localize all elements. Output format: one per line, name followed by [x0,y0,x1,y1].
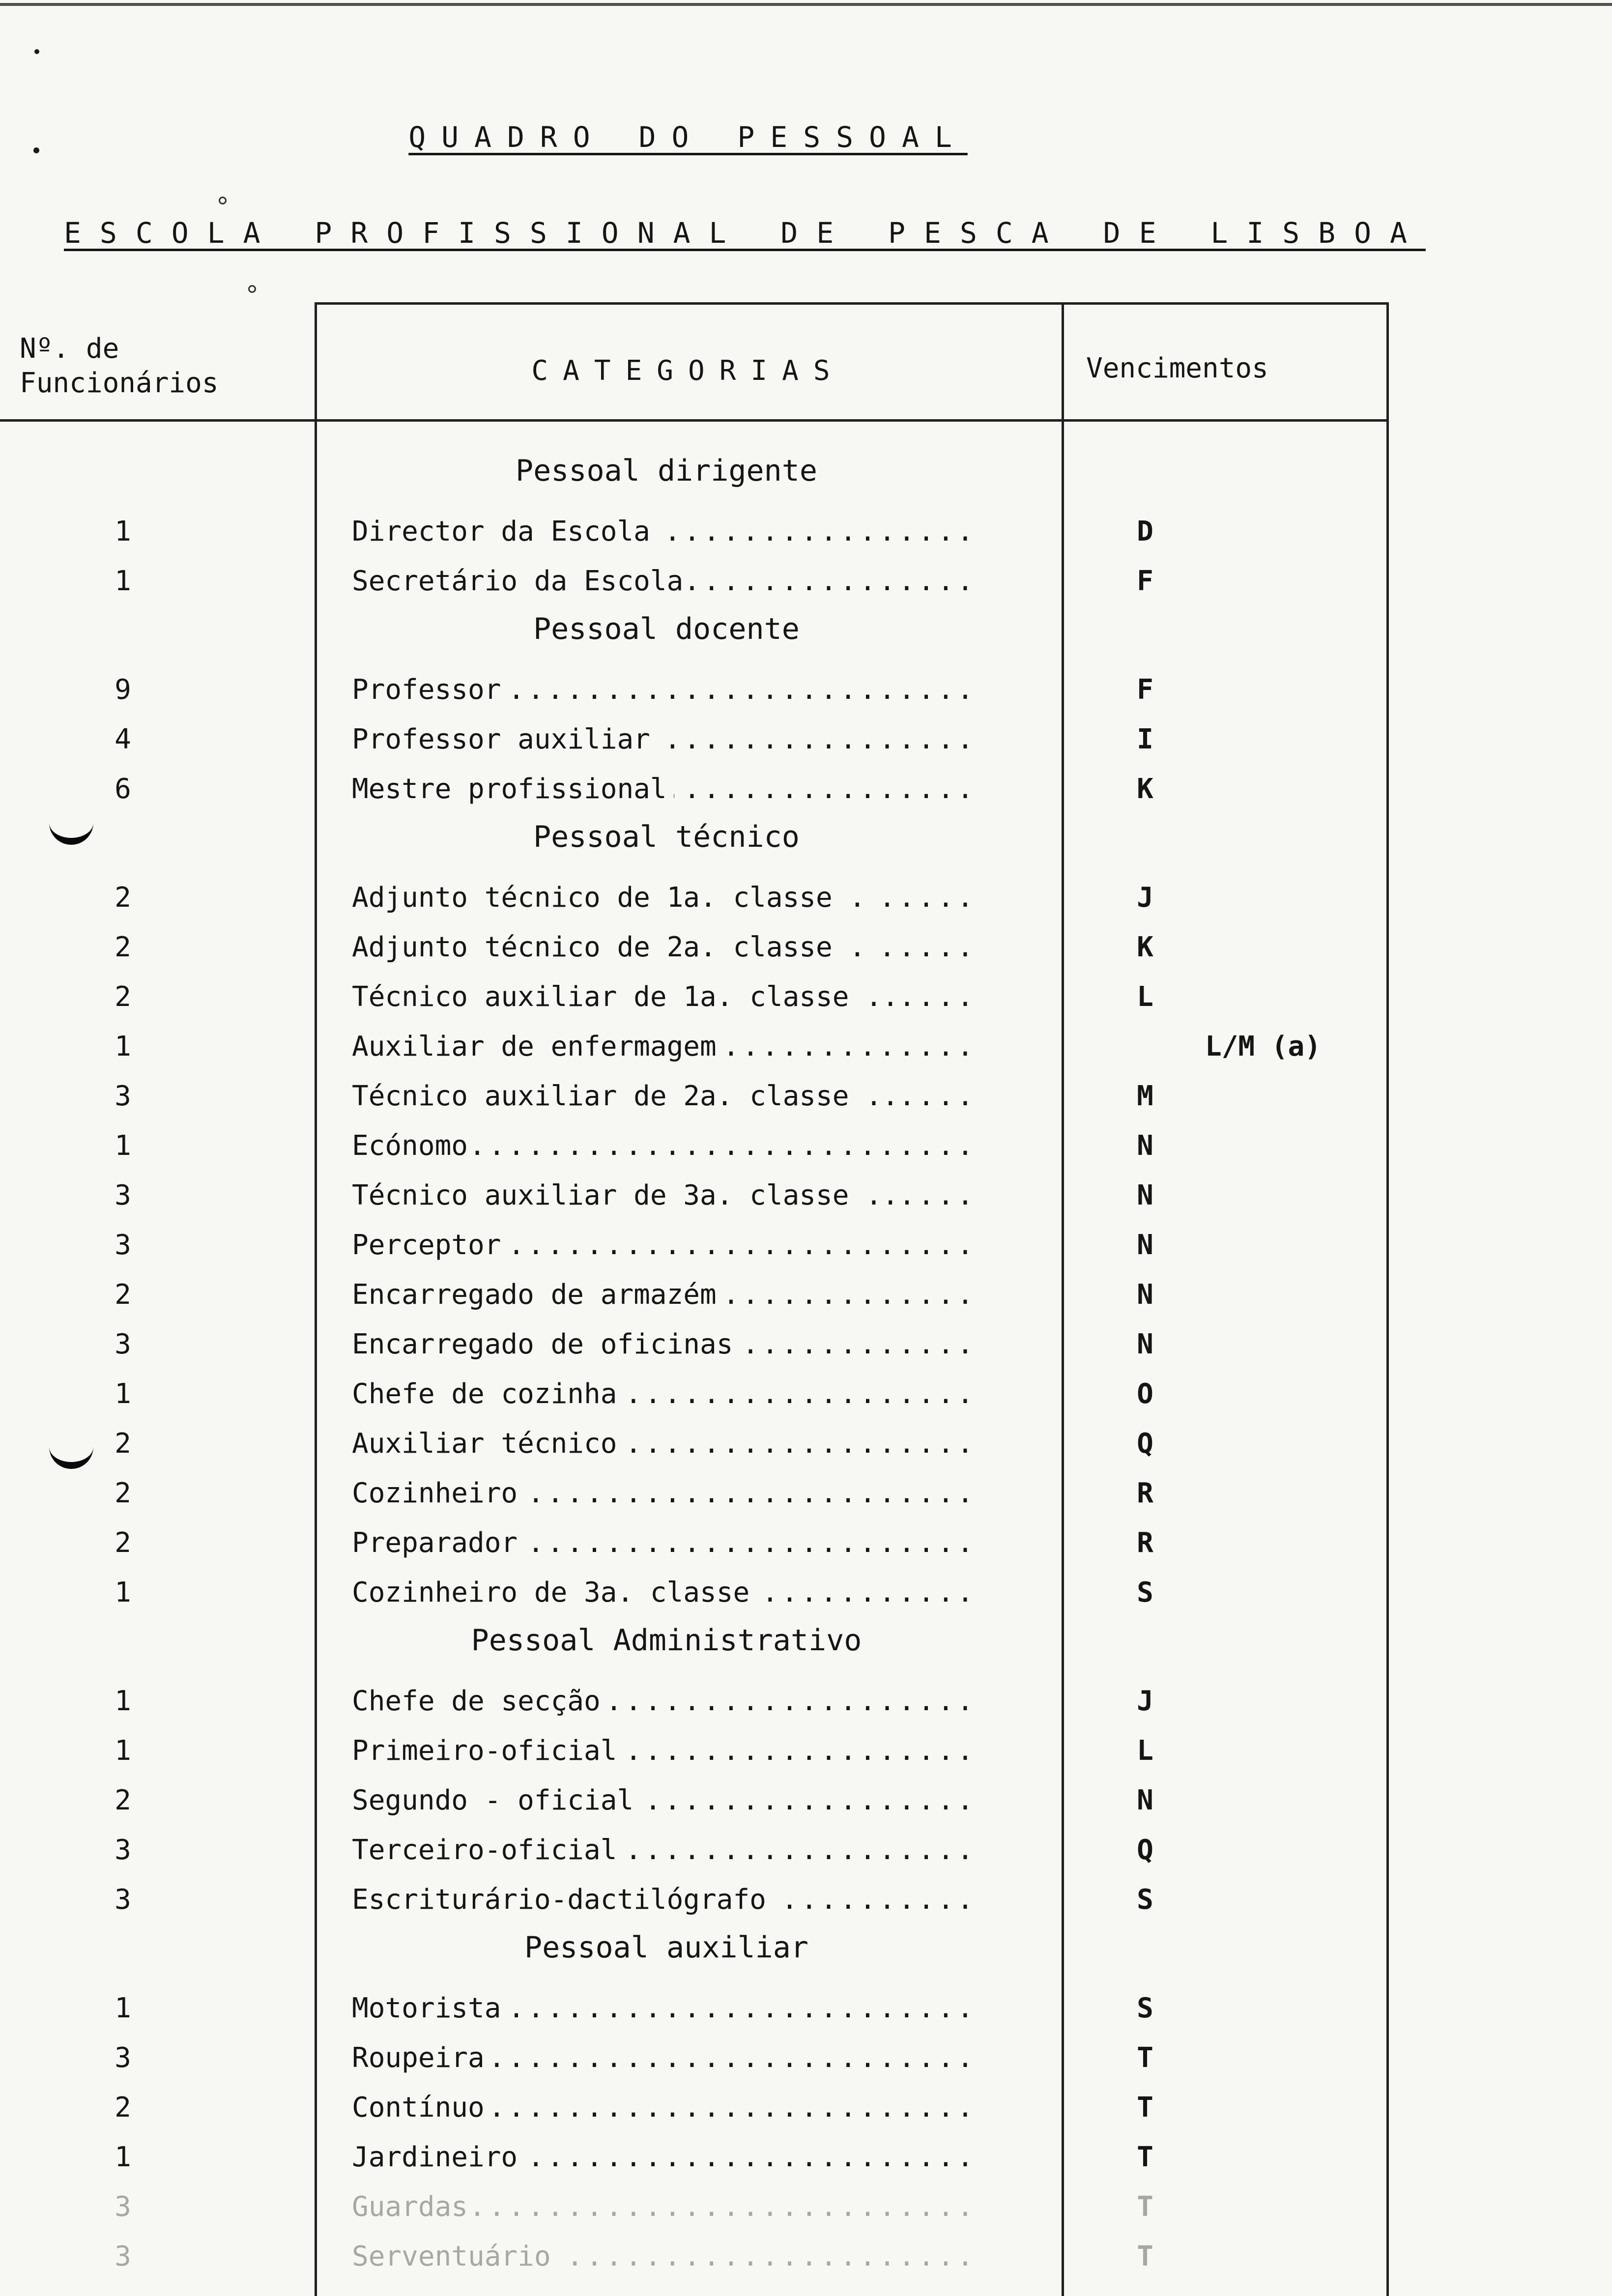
salary-grade: S [1137,1884,1153,1916]
category-label: Cozinheiro de 3a. classe [352,1577,756,1608]
table-row [0,1321,1389,1371]
table-row [0,2184,1389,2233]
category-label: Chefe de secção [352,1685,607,1717]
category-label: Professor [352,674,508,706]
document-title: QUADRO DO PESSOAL [408,120,968,154]
category-name [352,1784,981,1816]
salary-grade: N [1137,1179,1153,1211]
salary-grade: R [1137,1477,1153,1509]
salary-grade: T [1137,2042,1153,2074]
salary-grade: N [1137,1130,1153,1162]
staff-count: 1 [115,1031,131,1062]
table-row [0,1123,1389,1172]
table-row [0,2085,1389,2134]
salary-grade: F [1137,674,1153,706]
category-name [352,1130,981,1162]
category-label: Encarregado de oficinas [352,1328,740,1360]
speck [219,197,227,204]
category-label: Técnico auxiliar de 1a. classe ... [352,981,922,1013]
staff-count: 2 [115,882,131,914]
salary-grade: N [1137,1279,1153,1311]
category-name [352,1477,981,1509]
salary-grade: J [1137,882,1153,914]
staff-count: 3 [115,1328,131,1360]
category-label: Jardineiro [352,2141,524,2173]
table-row [0,1678,1389,1727]
category-label: Segundo - oficial [352,1784,640,1816]
category-name [352,981,981,1013]
section-heading: Pessoal Administrativo [471,1623,862,1658]
category-label: Mestre profissional [352,773,674,805]
section-heading: Pessoal auxiliar [524,1930,808,1965]
salary-grade: S [1137,1577,1153,1608]
category-label: Adjunto técnico de 2a. classe . [352,931,872,963]
table-row [0,2035,1389,2084]
category-name [352,1834,981,1866]
table-row [0,1570,1389,1619]
salary-grade: M [1137,1080,1153,1112]
category-name [352,1229,981,1261]
section-heading: Pessoal dirigente [515,454,818,488]
staff-count: 2 [115,1784,131,1816]
category-name [352,2092,981,2124]
table-row [0,766,1389,815]
table-row [0,2234,1389,2283]
speck [33,147,39,153]
salary-grade: T [1137,2141,1153,2173]
section-row [0,1926,1389,1976]
category-label: Secretário da Escola [352,565,690,597]
section-heading: Pessoal técnico [533,820,800,854]
top-edge-line [0,3,1612,6]
category-name [352,1179,981,1211]
staff-count: 3 [115,2191,131,2223]
staff-count: 2 [115,1279,131,1311]
staff-count: 3 [115,2042,131,2074]
staff-count: 3 [115,1884,131,1916]
salary-grade: N [1137,1328,1153,1360]
table-row [0,1877,1389,1926]
category-label: Perceptor [352,1229,508,1261]
table-row [0,667,1389,716]
category-name [352,1080,981,1112]
category-name [352,1577,981,1608]
table-row [0,924,1389,974]
category-label: Professor auxiliar [352,723,657,755]
category-label: Encarregado de armazém [352,1279,723,1311]
staff-count: 2 [115,1428,131,1460]
salary-grade: Q [1137,1834,1153,1866]
category-name [352,565,981,597]
category-label: Terceiro-oficial [352,1834,624,1866]
category-name [352,1685,981,1717]
category-name [352,1884,981,1916]
section-row [0,450,1389,499]
category-name [352,2191,981,2223]
category-label: Serventuário [352,2240,558,2272]
category-name [352,1428,981,1460]
speck [34,49,39,54]
salary-grade: T [1137,2092,1153,2124]
section-row [0,1619,1389,1668]
table-row [0,974,1389,1023]
category-name [352,1031,981,1062]
header-categorias: CATEGORIAS [531,355,845,387]
table-header-border [0,419,1389,422]
salary-grade: T [1137,2240,1153,2272]
category-name [352,1735,981,1767]
salary-grade: K [1137,931,1153,963]
category-label: Guardas [352,2191,475,2223]
section-row [0,608,1389,657]
staff-count: 2 [115,2092,131,2124]
category-label: Cozinheiro [352,1477,524,1509]
staff-count: 1 [115,1378,131,1410]
category-name [352,773,981,805]
table-row [0,1827,1389,1876]
category-label: Adjunto técnico de 1a. classe . [352,882,872,914]
salary-grade: D [1137,516,1153,547]
staff-count: 6 [115,773,131,805]
section-heading: Pessoal docente [533,612,800,646]
table-row [0,1173,1389,1222]
salary-grade: T [1137,2191,1153,2223]
staff-count: 1 [115,1735,131,1767]
category-name [352,516,981,547]
category-label: Primeiro-oficial [352,1735,624,1767]
salary-grade: R [1137,1527,1153,1559]
category-name [352,674,981,706]
staff-count: 2 [115,981,131,1013]
category-label: Técnico auxiliar de 2a. classe ... [352,1080,922,1112]
table-top-border [315,302,1389,305]
header-vencimentos: Vencimentos [1086,352,1268,384]
category-label: Preparador [352,1527,524,1559]
table-row [0,1073,1389,1122]
staff-count: 1 [115,516,131,547]
category-name [352,882,981,914]
category-name [352,1992,981,2024]
category-label: Escriturário-dactilógrafo [352,1884,773,1916]
salary-grade: K [1137,773,1153,805]
salary-grade: J [1137,1685,1153,1717]
salary-grade: I [1137,723,1153,755]
staff-table [0,302,1389,2296]
category-label: Director da Escola [352,516,657,547]
category-name [352,2240,981,2272]
category-label: Técnico auxiliar de 3a. classe ... [352,1179,922,1211]
table-row [0,558,1389,607]
staff-count: 1 [115,1130,131,1162]
table-row [0,1024,1389,1073]
staff-count: 3 [115,2240,131,2272]
staff-count: 1 [115,565,131,597]
category-label: Ecónomo [352,1130,475,1162]
salary-grade: L/M (a) [1205,1031,1321,1062]
staff-count: 1 [115,1577,131,1608]
salary-grade: O [1137,1378,1153,1410]
staff-count: 1 [115,1685,131,1717]
category-label: Chefe de cozinha [352,1378,624,1410]
document-subtitle: ESCOLA PROFISSIONAL DE PESCA DE LISBOA [64,216,1426,250]
table-row [0,1371,1389,1420]
staff-count: 1 [115,2141,131,2173]
category-label: Auxiliar técnico [352,1428,624,1460]
table-row [0,1728,1389,1777]
salary-grade: L [1137,1735,1153,1767]
salary-grade: Q [1137,1428,1153,1460]
category-name [352,1527,981,1559]
table-row [0,1778,1389,1827]
staff-count: 3 [115,1179,131,1211]
category-label: Roupeira [352,2042,491,2074]
category-label: Contínuo [352,2092,491,2124]
table-row [0,717,1389,766]
category-name [352,2042,981,2074]
category-label: Motorista [352,1992,508,2024]
salary-grade: L [1137,981,1153,1013]
table-row [0,1470,1389,1520]
table-row [0,1421,1389,1470]
salary-grade: N [1137,1784,1153,1816]
staff-count: 3 [115,1229,131,1261]
staff-count: 1 [115,1992,131,2024]
table-row [0,509,1389,558]
table-row [0,1985,1389,2035]
category-name [352,931,981,963]
staff-count: 3 [115,1834,131,1866]
staff-count: 4 [115,723,131,755]
table-row [0,1222,1389,1271]
table-row [0,875,1389,924]
salary-grade: S [1137,1992,1153,2024]
staff-count: 2 [115,1527,131,1559]
section-row [0,816,1389,865]
staff-count: 2 [115,931,131,963]
staff-count: 9 [115,674,131,706]
category-name [352,2141,981,2173]
table-row [0,1272,1389,1321]
category-name [352,1378,981,1410]
table-row [0,2134,1389,2183]
category-label: Auxiliar de enfermagem [352,1031,723,1062]
salary-grade: F [1137,565,1153,597]
category-name [352,1328,981,1360]
header-num: Nº. de Funcionários [20,333,219,399]
salary-grade: N [1137,1229,1153,1261]
category-name [352,723,981,755]
staff-count: 3 [115,1080,131,1112]
category-name [352,1279,981,1311]
staff-count: 2 [115,1477,131,1509]
speck [248,285,256,293]
table-row [0,1520,1389,1569]
